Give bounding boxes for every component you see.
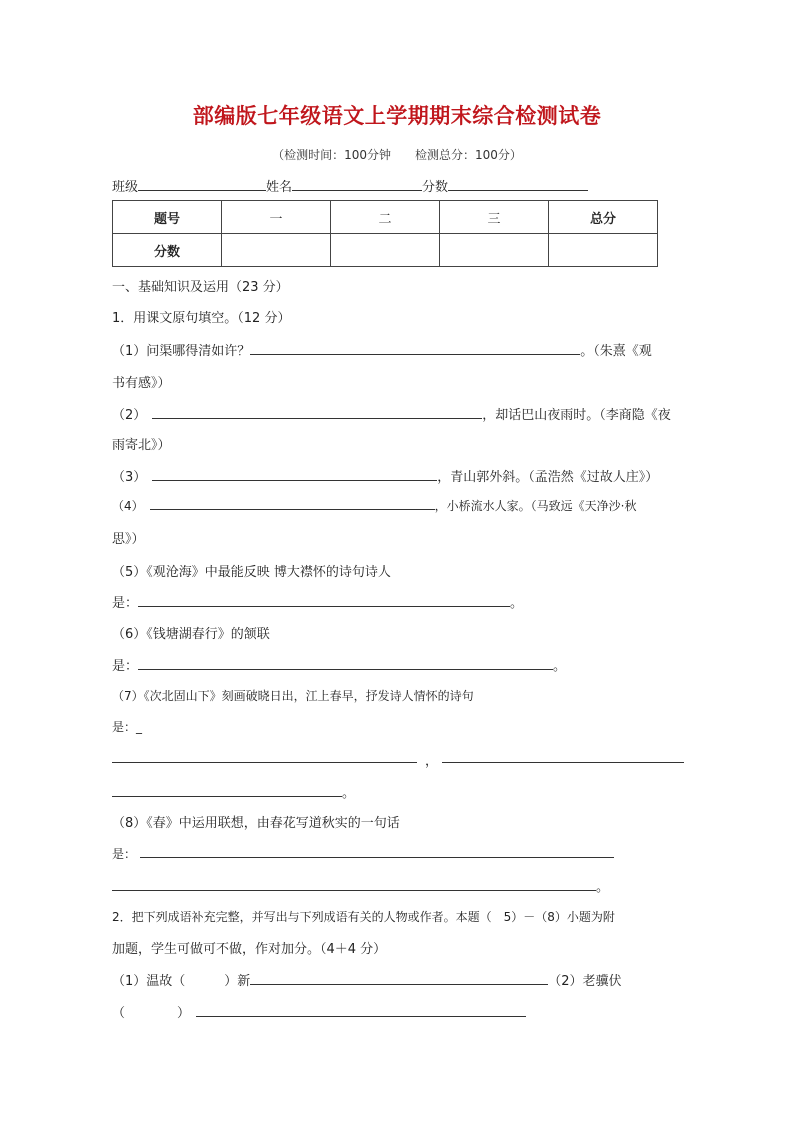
item-text: 是：: [112, 659, 139, 674]
question-stem: 1．用课文原句填空。（12 分）: [112, 311, 291, 326]
answer-blank[interactable]: [152, 406, 482, 419]
name-label: 姓名: [266, 180, 293, 195]
table-header: 总分: [549, 201, 658, 234]
score-blank[interactable]: [448, 178, 588, 191]
item-text: （1）温故（ ）新: [112, 974, 251, 989]
page-title: 部编版七年级语文上学期期末综合检测试卷: [192, 104, 602, 128]
item-text: ，青山郭外斜。（孟浩然《过故人庄》）: [437, 470, 659, 485]
item-text: （8）《春》中运用联想，由春花写道秋实的一句话: [112, 816, 400, 831]
table-header: 二: [331, 201, 440, 234]
class-label: 班级: [112, 180, 139, 195]
question-stem: 加题，学生可做可不做，作对加分。（4＋4 分）: [112, 942, 387, 957]
item-text: （5）《观沧海》中最能反映 博大襟怀的诗句诗人: [112, 565, 391, 580]
item-text: （3）: [112, 470, 147, 485]
answer-blank[interactable]: [152, 468, 437, 481]
table-header: 题号: [113, 201, 222, 234]
question-item: [112, 1002, 526, 1021]
question-item: [112, 340, 652, 359]
answer-blank[interactable]: [112, 762, 417, 763]
score-cell[interactable]: [440, 234, 549, 267]
item-text: 书有感》）: [112, 376, 171, 391]
item-text: 是：_: [112, 720, 143, 734]
item-text: 。: [510, 596, 524, 611]
answer-blank[interactable]: [140, 845, 614, 858]
name-blank[interactable]: [292, 178, 422, 191]
class-blank[interactable]: [138, 178, 266, 191]
item-text: 。: [596, 880, 610, 895]
question-item: [112, 970, 622, 989]
item-text: （ ）: [112, 1006, 191, 1021]
item-text: 。: [342, 786, 356, 801]
answer-blank[interactable]: [112, 784, 342, 797]
answer-blank[interactable]: [112, 878, 596, 891]
table-header: 一: [222, 201, 331, 234]
answer-blank[interactable]: [442, 762, 684, 763]
table-row: [113, 234, 658, 267]
question-item: [112, 655, 566, 674]
question-item: [112, 782, 355, 801]
item-text: 。（朱熹《观: [580, 344, 652, 359]
question-item: [112, 497, 636, 514]
exam-meta: （检测时间：100分钟 检测总分：100分）: [272, 148, 522, 162]
item-text: （1）问渠哪得清如许？: [112, 344, 251, 359]
answer-blank[interactable]: [138, 657, 553, 670]
item-text: 思》）: [112, 532, 145, 547]
answer-blank[interactable]: [138, 594, 510, 607]
question-item: [112, 466, 658, 485]
table-header: 三: [440, 201, 549, 234]
info-line: [112, 176, 588, 195]
question-item: [112, 876, 609, 895]
score-table: [112, 200, 658, 267]
item-text: 。: [553, 659, 567, 674]
section-heading: 一、基础知识及运用（23 分）: [112, 280, 289, 295]
score-cell[interactable]: [331, 234, 440, 267]
item-text: （2）老骥伏: [548, 974, 622, 989]
answer-blank[interactable]: [196, 1004, 526, 1017]
question-item: [112, 404, 671, 423]
score-cell[interactable]: [222, 234, 331, 267]
item-text: （7）《次北固山下》刻画破晓日出，江上春早，抒发诗人情怀的诗句: [112, 689, 474, 703]
question-item: [112, 592, 523, 611]
answer-blank[interactable]: [250, 342, 580, 355]
item-text: 是：: [112, 847, 137, 861]
item-text: ，小桥流水人家。（马致远《天净沙·秋: [434, 499, 637, 513]
item-text: 是：: [112, 596, 139, 611]
item-text: ，却话巴山夜雨时。（李商隐《夜: [482, 408, 671, 423]
question-stem: 2．把下列成语补充完整，并写出与下列成语有关的人物或作者。本题（ 5）－（8）小题为附: [112, 910, 615, 924]
answer-blank[interactable]: [250, 972, 548, 985]
table-header-row: [113, 201, 658, 234]
score-label: 分数: [422, 180, 449, 195]
item-text: （6）《钱塘湖春行》的颔联: [112, 627, 270, 642]
item-text: （2）: [112, 408, 147, 423]
row-label: 分数: [113, 234, 222, 267]
answer-blank[interactable]: [150, 497, 435, 510]
item-text: 雨寄北》）: [112, 438, 171, 453]
score-cell[interactable]: [549, 234, 658, 267]
item-text: ，: [425, 754, 439, 769]
question-item: [112, 845, 614, 862]
item-text: （4）: [112, 499, 144, 513]
